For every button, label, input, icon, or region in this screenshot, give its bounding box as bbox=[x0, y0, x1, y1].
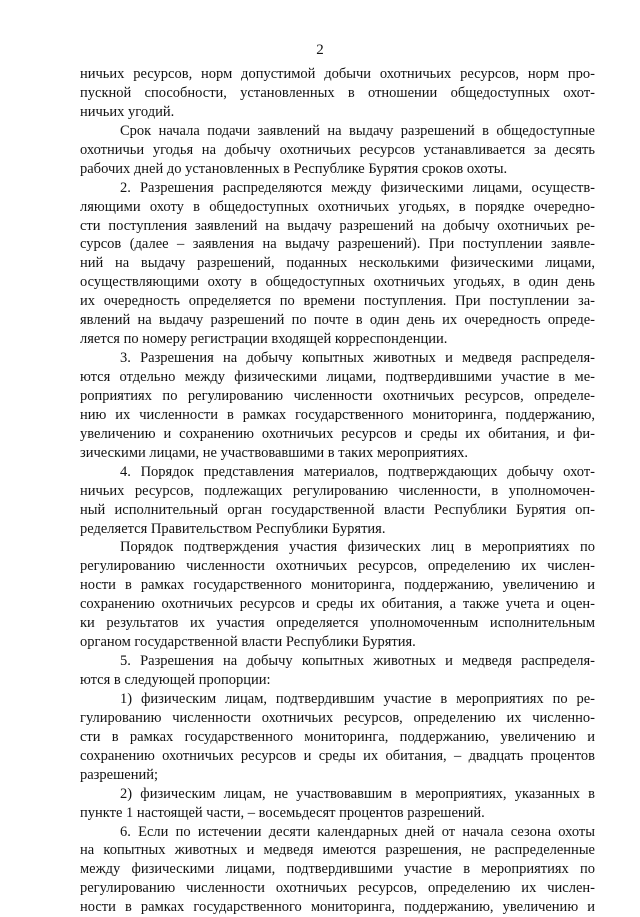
text-line: рабочих дней до установленных в Республике Бурятия сроков охоты. bbox=[80, 160, 595, 179]
text-line: сохранению охотничьих ресурсов и среды их обитания, а также учета и оцен- bbox=[80, 595, 595, 614]
text-line: органом государственной власти Республики Бурятия. bbox=[80, 633, 595, 652]
text-line: между физическими лицами, подтвердившими участие в мероприятиях по bbox=[80, 860, 595, 879]
text-line: сти поступления заявлений на выдачу разрешений на добычу охотничьих ре- bbox=[80, 217, 595, 236]
text-line: ются в следующей пропорции: bbox=[80, 671, 595, 690]
text-line: 3. Разрешения на добычу копытных животных и медведя распределя- bbox=[80, 349, 595, 368]
text-line: пункте 1 настоящей части, – восемьдесят процентов разрешений. bbox=[80, 804, 595, 823]
text-line: ки результатов их участия определяется уполномоченным исполнительным bbox=[80, 614, 595, 633]
text-line: ничьих ресурсов, норм допустимой добычи охотничьих ресурсов, норм про- bbox=[80, 65, 595, 84]
text-line: сти в рамках государственного мониторинга, поддержанию, увеличению и bbox=[80, 728, 595, 747]
paragraph bbox=[80, 349, 595, 463]
paragraph bbox=[80, 823, 595, 917]
text-line: сурсов (далее – заявления на выдачу разрешений). При поступлении заявле- bbox=[80, 235, 595, 254]
text-line: ничьих ресурсов, подлежащих регулированию численности, в уполномочен- bbox=[80, 482, 595, 501]
text-line: охотничьи угодья на добычу охотничьих ресурсов устанавливается за десять bbox=[80, 141, 595, 160]
text-line: их очередность определяется по времени поступления. При поступлении за- bbox=[80, 292, 595, 311]
text-line: нию их численности в рамках государственного мониторинга, поддержанию, bbox=[80, 406, 595, 425]
text-line: регулированию численности охотничьих ресурсов, определению их числен- bbox=[80, 557, 595, 576]
text-line: зическими лицами, не участвовавшими в таких мероприятиях. bbox=[80, 444, 595, 463]
text-line: 2. Разрешения распределяются между физическими лицами, осуществ- bbox=[80, 179, 595, 198]
document-body bbox=[80, 65, 595, 917]
text-line: ности в рамках государственного мониторинга, поддержанию, увеличению и bbox=[80, 576, 595, 595]
text-line: сохранению охотничьих ресурсов и среды их обитания, – двадцать процентов bbox=[80, 747, 595, 766]
text-line: осуществляющими охоту в общедоступных охотничьих угодьях, в один день bbox=[80, 273, 595, 292]
text-line: разрешений; bbox=[80, 766, 595, 785]
text-line: 2) физическим лицам, не участвовавшим в мероприятиях, указанных в bbox=[80, 785, 595, 804]
text-line: увеличению и сохранению охотничьих ресурсов и среды их обитания, и фи- bbox=[80, 425, 595, 444]
paragraph bbox=[80, 122, 595, 179]
paragraph bbox=[80, 463, 595, 539]
text-line: ний на выдачу разрешений, поданных несколькими физическими лицами, bbox=[80, 254, 595, 273]
paragraph bbox=[80, 538, 595, 652]
text-line: регулированию численности охотничьих ресурсов, определению их числен- bbox=[80, 879, 595, 898]
paragraph bbox=[80, 690, 595, 785]
text-line: ный исполнительный орган государственной власти Республики Бурятия оп- bbox=[80, 501, 595, 520]
text-line: явлений на выдачу разрешений по почте в один день их очередность опреде- bbox=[80, 311, 595, 330]
paragraph bbox=[80, 65, 595, 122]
paragraph bbox=[80, 785, 595, 823]
page-number: 2 bbox=[0, 41, 640, 59]
text-line: ются отдельно между физическими лицами, подтвердившими участие в ме- bbox=[80, 368, 595, 387]
text-line: гулированию численности охотничьих ресурсов, определению их численно- bbox=[80, 709, 595, 728]
text-line: ределяется Правительством Республики Бурятия. bbox=[80, 520, 595, 539]
text-line: на копытных животных и медведя имеются разрешения, не распределенные bbox=[80, 841, 595, 860]
text-line: 1) физическим лицам, подтвердившим участие в мероприятиях по ре- bbox=[80, 690, 595, 709]
text-line: Порядок подтверждения участия физических лиц в мероприятиях по bbox=[80, 538, 595, 557]
paragraph bbox=[80, 652, 595, 690]
text-line: ничьих угодий. bbox=[80, 103, 595, 122]
text-line: ности в рамках государственного мониторинга, поддержанию, увеличению и bbox=[80, 898, 595, 917]
paragraph bbox=[80, 179, 595, 349]
text-line: 6. Если по истечении десяти календарных дней от начала сезона охоты bbox=[80, 823, 595, 842]
text-line: роприятиях по регулированию численности охотничьих ресурсов, определе- bbox=[80, 387, 595, 406]
text-line: ляющими охоту в общедоступных охотничьих угодьях, в порядке очередно- bbox=[80, 198, 595, 217]
text-line: Срок начала подачи заявлений на выдачу разрешений в общедоступные bbox=[80, 122, 595, 141]
text-line: пускной способности, установленных в отношении общедоступных охот- bbox=[80, 84, 595, 103]
text-line: 5. Разрешения на добычу копытных животных и медведя распределя- bbox=[80, 652, 595, 671]
text-line: 4. Порядок представления материалов, подтверждающих добычу охот- bbox=[80, 463, 595, 482]
text-line: ляется по номеру регистрации входящей корреспонденции. bbox=[80, 330, 595, 349]
